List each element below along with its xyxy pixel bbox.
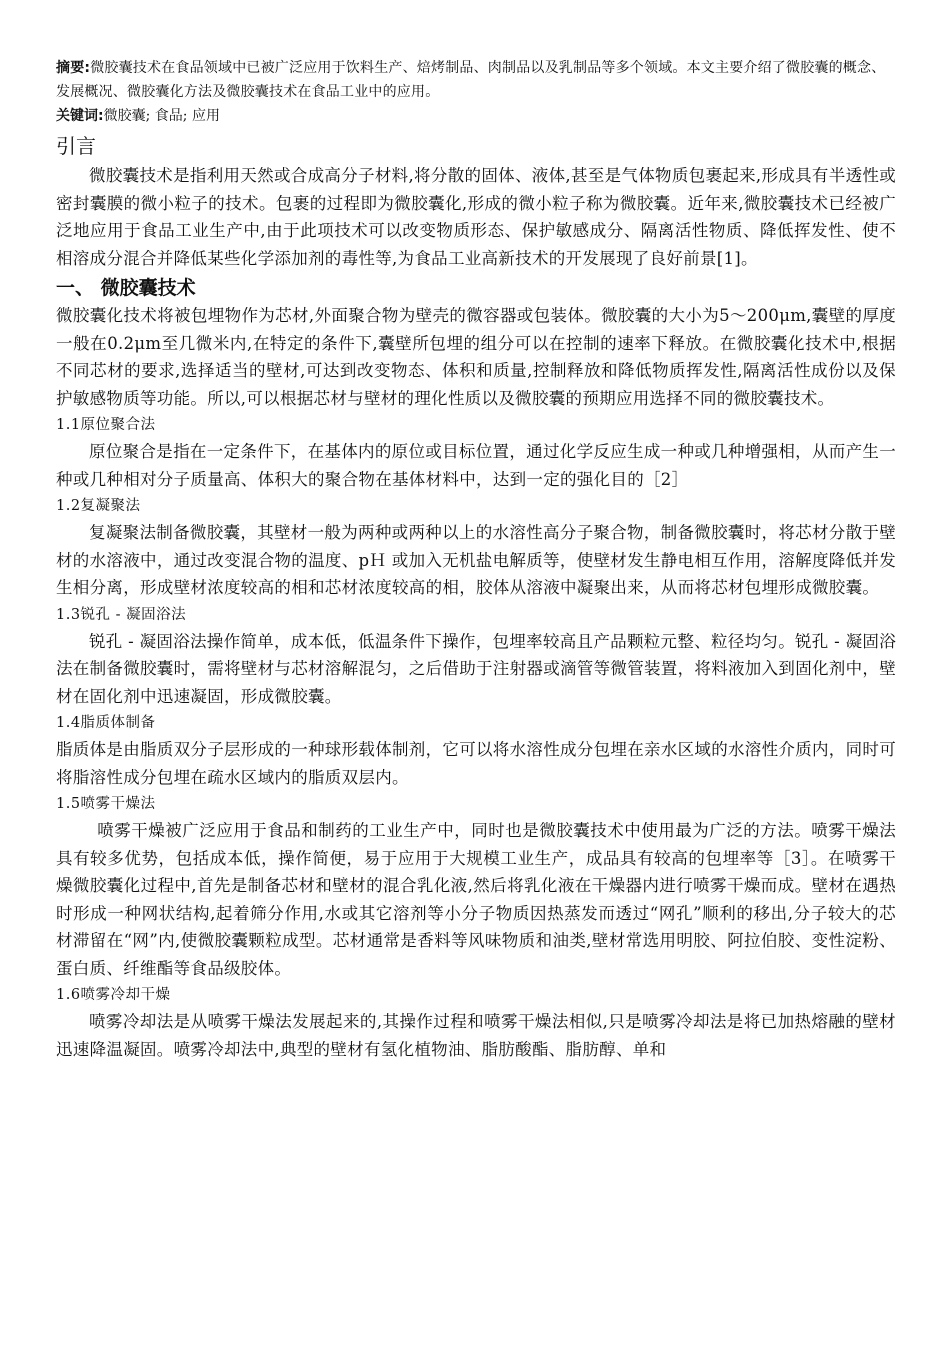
- subsection-1-5-paragraph: 喷雾干燥被广泛应用于食品和制药的工业生产中，同时也是微胶囊技术中使用最为广泛的方法。喷雾干燥法具有较多优势，包括成本低，操作简便，易于应用于大规模工业生产，成品具有较高的包埋率等［3］。在喷雾干燥微胶囊化过程中,首先是制备芯材和壁材的混合乳化液,然后将乳化液在干燥器内进行喷雾干燥而成。壁材在遇热时形成一种网状结构,起着筛分作用,水或其它溶剂等小分子物质因热蒸发而透过“网孔”顺利的移出,分子较大的芯材滞留在“网”内,使微胶囊颗粒成型。芯材通常是香料等风味物质和油类,壁材常选用明胶、阿拉伯胶、变性淀粉、蛋白质、纤维酯等食品级胶体。: [56, 821, 896, 978]
- document-page: [56, 56, 896, 1063]
- subsection-1-3-paragraph: 锐孔 - 凝固浴法操作简单，成本低，低温条件下操作，包埋率较高且产品颗粒元整、粒径均匀。锐孔 - 凝固浴法在制备微胶囊时，需将壁材与芯材溶解混匀，之后借助于注射器或滴管等微管装置，将料液加入到固化剂中，壁材在固化剂中迅速凝固，形成微胶囊。: [56, 631, 896, 706]
- subsection-1-4-paragraph: 脂质体是由脂质双分子层形成的一种球形载体制剂，它可以将水溶性成分包埋在亲水区域的水溶性介质内，同时可将脂溶性成分包埋在疏水区域内的脂质双层内。: [56, 740, 896, 787]
- abstract: [56, 56, 896, 104]
- subsection-1-6-heading: 1.6喷雾冷却干燥: [56, 987, 171, 1003]
- subsection-1-1-heading: 1.1原位聚合法: [56, 417, 156, 433]
- intro-paragraph: 微胶囊技术是指利用天然或合成高分子材料,将分散的固体、液体,甚至是气体物质包裹起来,形成具有半透性或密封囊膜的微小粒子的技术。包裹的过程即为微胶囊化,形成的微小粒子称为微胶囊。近年来,微胶囊技术已经被广泛地应用于食品工业生产中,由于此项技术可以改变物质形态、保护敏感成分、隔离活性物质、降低挥发性、使不相溶成分混合并降低某些化学添加剂的毒性等,为食品工业高新技术的开发展现了良好前景[1]。: [56, 166, 896, 268]
- subsection-1-1-paragraph: 原位聚合是指在一定条件下，在基体内的原位或目标位置，通过化学反应生成一种或几种增强相，从而产生一种或几种相对分子质量高、体积大的聚合物在基体材料中，达到一定的强化目的［2］: [56, 442, 896, 489]
- subsection-1-4-heading: 1.4脂质体制备: [56, 715, 156, 731]
- abstract-text: 微胶囊技术在食品领域中已被广泛应用于饮料生产、焙烤制品、肉制品以及乳制品等多个领域。本文主要介绍了微胶囊的概念、发展概况、微胶囊化方法及微胶囊技术在食品工业中的应用。: [56, 60, 886, 100]
- intro-heading: 引言: [56, 134, 96, 158]
- subsection-1-5-heading: 1.5喷雾干燥法: [56, 796, 156, 812]
- subsection-1-2-heading: 1.2复凝聚法: [56, 498, 141, 514]
- subsection-1-2-paragraph: 复凝聚法制备微胶囊，其壁材一般为两种或两种以上的水溶性高分子聚合物，制备微胶囊时，将芯材分散于壁材的水溶液中，通过改变混合物的温度、pＨ 或加入无机盐电解质等，使壁材发生静电相互作用，溶解度降低并发生相分离，形成壁材浓度较高的相和芯材浓度较高的相，胶体从溶液中凝聚出来，从而将芯材包埋形成微胶囊。: [56, 523, 896, 597]
- subsection-1-6-paragraph: 喷雾冷却法是从喷雾干燥法发展起来的,其操作过程和喷雾干燥法相似,只是喷雾冷却法是将已加热熔融的壁材迅速降温凝固。喷雾冷却法中,典型的壁材有氢化植物油、脂肪酸酯、脂肪醇、单和: [56, 1012, 896, 1059]
- abstract-label: 摘要:: [56, 60, 91, 76]
- section1-heading: 一、 微胶囊技术: [56, 277, 196, 299]
- subsection-1-3-heading: 1.3锐孔 - 凝固浴法: [56, 606, 187, 623]
- keywords-text: 微胶囊; 食品; 应用: [103, 108, 220, 124]
- section1-paragraph: 微胶囊化技术将被包埋物作为芯材,外面聚合物为壁壳的微容器或包装体。微胶囊的大小为5～200μm,囊壁的厚度一般在0.2μm至几微米内,在特定的条件下,囊壁所包埋的组分可以在控制的速率下释放。在微胶囊化技术中,根据不同芯材的要求,选择适当的壁材,可达到改变物态、体积和质量,控制释放和降低物质挥发性,隔离活性成份以及保护敏感物质等功能。所以,可以根据芯材与壁材的理化性质以及微胶囊的预期应用选择不同的微胶囊技术。: [56, 306, 896, 408]
- keywords: [56, 104, 896, 128]
- keywords-label: 关键词:: [56, 108, 104, 124]
